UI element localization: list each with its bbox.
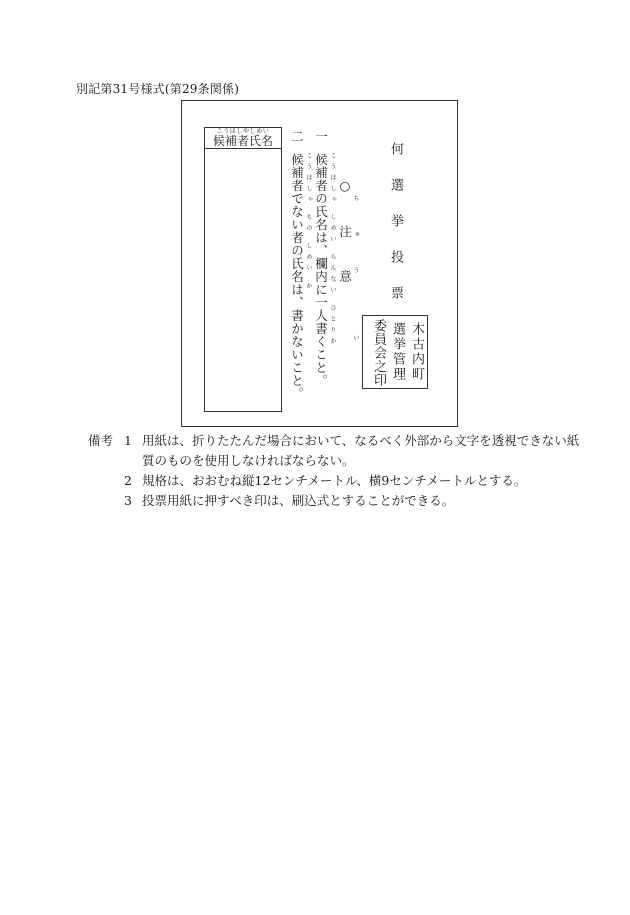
note-item — [88, 471, 608, 491]
notes-heading: 備考 — [88, 433, 114, 448]
seal-line-1: 木古内町 — [409, 322, 424, 382]
note-item-continuation — [88, 451, 608, 471]
note-number: 1 — [124, 433, 132, 448]
seal-line-2: 選挙管理 — [390, 322, 405, 382]
seal-line-3: 委員会之印 — [371, 319, 386, 387]
candidate-name-ruby: こうほしやしめい — [216, 128, 270, 135]
instruction-line-two: 候補者でない者の氏名は、書かないこと。 — [289, 153, 305, 400]
candidate-name-header — [205, 128, 281, 149]
commission-seal — [362, 315, 428, 389]
instruction-number-two: 二 — [289, 130, 305, 143]
candidate-name-box — [204, 127, 282, 412]
instruction-line-one-ruby: こうほしゃ しめい らんない ひとりか — [329, 152, 336, 349]
instruction-line-one: 候補者の氏名は、欄内に一人書くこと。 — [313, 153, 329, 387]
instruction-line-two-ruby: こうほしゃ もの しめい か — [305, 152, 312, 294]
note-text: 用紙は、折りたたんだ場合において、なるべく外部から文字を透視できない紙 — [142, 433, 580, 448]
note-text: 規格は、おおむね縦12センチメートル、横9センチメートルとする。 — [142, 473, 527, 488]
note-text-continued: 質のものを使用しなければならない。 — [142, 453, 355, 468]
notice-ruby: ちゅう い — [352, 195, 359, 371]
instruction-number-one: 一 — [313, 130, 329, 143]
note-number: 2 — [124, 473, 132, 488]
note-number: 3 — [124, 493, 132, 508]
note-item — [88, 491, 608, 511]
note-text: 投票用紙に押すべき印は、刷込式とすることができる。 — [142, 493, 455, 508]
notice-label: ○注意 — [337, 178, 353, 314]
notes-section — [88, 431, 608, 511]
note-item — [88, 431, 608, 451]
form-title: 別記第31号様式(第29条関係) — [76, 82, 240, 96]
ballot-title: 何選挙投票 — [388, 142, 403, 322]
candidate-name-label: 候補者氏名 — [212, 134, 273, 148]
